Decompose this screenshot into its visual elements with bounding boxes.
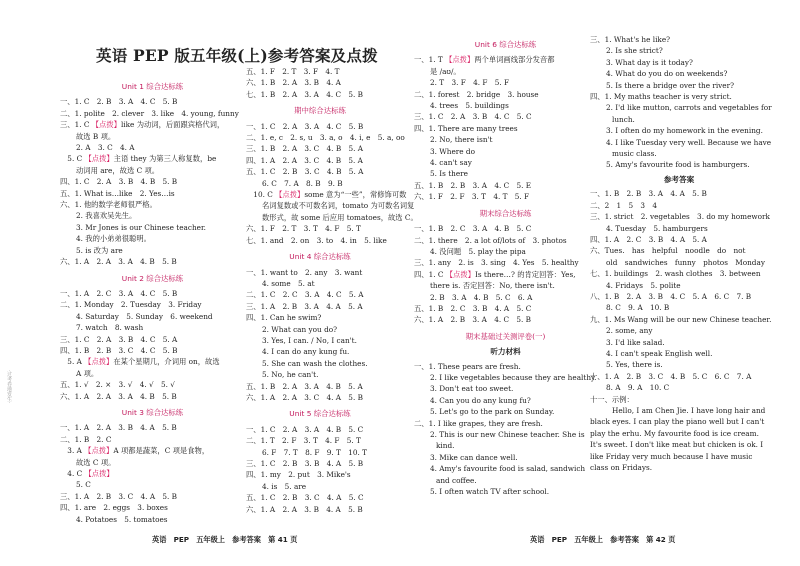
answer-line: 二、1. I like grapes, they are fresh.: [414, 418, 543, 428]
tip-text: 主语 they 为第三人称复数，be: [113, 154, 217, 164]
answer-line: 四、1. A 2. C 3. B 4. A 5. A: [590, 234, 707, 244]
answer-line: 2. What can you do?: [262, 324, 338, 334]
answer-line: 2. I'd like mutton, carrots and vegetables for: [606, 103, 772, 113]
answer-line: 5. Amy's favourite food is hamburgers.: [606, 160, 750, 170]
answer-line: 十一、示例：: [590, 394, 634, 404]
answer-line: 六、Tues. has helpful noodle do not: [590, 246, 746, 256]
answer-line: 五、1. C 2. B 3. C 4. B 5. A: [246, 167, 364, 177]
answer-line: 3. Yes, I can. / No, I can't.: [262, 335, 357, 345]
answer-line: 数形式，故 some 后应用 tomatoes，故选 C。: [262, 212, 418, 222]
tip-text: like 为动词，后面跟宾格代词，: [120, 120, 225, 130]
answer-line: 4. is 5. are: [262, 481, 307, 491]
section-heading: 参考答案: [663, 174, 695, 184]
answer-line: 五、1. B 2. C 3. B 4. A 5. C: [414, 303, 532, 313]
answer-prefix: 一、1. T: [414, 55, 446, 65]
answer-line: 4. I like Tuesday very well. Because we have: [606, 137, 772, 147]
answer-line: 六、1. B 2. A 3. B 4. A: [246, 78, 341, 88]
answer-line: 8. A 9. A 10. C: [606, 383, 670, 393]
answer-line: 六、1. A 2. A 3. A 4. B 5. B: [60, 391, 177, 401]
answer-line: 十、1. A 2. B 3. C 4. B 5. C 6. C 7. A: [590, 371, 752, 381]
section-heading: 期末基础过关测评卷(一): [465, 331, 546, 341]
answer-line: 5. Let's go to the park on Sunday.: [430, 407, 555, 417]
answer-line: 四、1. There are many trees: [414, 123, 518, 133]
answer-line: 5. Is there: [430, 169, 468, 179]
tip-label: 【点拨】: [445, 55, 475, 65]
sample-essay: Hello, I am Chen Jie. I have long hair and black eyes. I can play the piano well but I can't play the erhu. My favourite food is ice cream. It's sweet. I don't like meat but chicken is ok. I like Friday very much because I have music class on Fridays.: [590, 406, 766, 473]
section-heading: Unit 4 综合达标练: [289, 252, 351, 262]
answer-line: 5. Yes, there is.: [606, 360, 663, 370]
answer-line: 4. Can you do any kung fu?: [430, 395, 531, 405]
answer-line: 3. I often do my homework in the evening.: [606, 126, 763, 136]
answer-line: 六、1. F 2. T 3. T 4. F 5. T: [246, 224, 361, 234]
section-heading: Unit 6 综合达标练: [474, 40, 537, 49]
answer-line-with-tip: [60, 468, 245, 479]
answer-line: 三、1. C 2. B 3. B 4. A 5. B: [246, 459, 364, 468]
answer-line: 3. Mike can dance well.: [430, 452, 518, 462]
answer-line: 4. 我的小弟弟很聪明。: [76, 234, 151, 244]
answer-line: and coffee.: [436, 475, 477, 485]
answer-line: there is. 否定回答：No, there isn't.: [430, 281, 555, 291]
answer-line: 6. C 7. A 8. B 9. B: [262, 178, 343, 188]
answer-line: 2. A 3. C 4. A: [76, 143, 135, 153]
answer-column-3: [414, 34, 597, 497]
page-title: 英语 PEP 版五年级(上)参考答案及点拨: [96, 46, 378, 65]
answer-line: 一、1. C 2. A 3. A 4. C 5. B: [246, 121, 364, 131]
answer-line: 二、1. there 2. a lot of/lots of 3. photos: [414, 235, 567, 245]
answer-line: 六、1. A 2. A 3. A 4. B 5. B: [60, 257, 177, 267]
answer-line: 五、1. B 2. B 3. A 4. C 5. E: [414, 180, 532, 190]
section-heading: Unit 1 综合达标练: [121, 82, 184, 91]
answer-line: 2. No, there isn't: [430, 135, 493, 145]
answer-line: 一、1. A 2. C 3. A 4. C 5. B: [60, 288, 178, 298]
answer-line: 六、1. A 2. A 3. B 4. A 5. B: [246, 504, 363, 514]
answer-line: 三、1. B 2. A 3. C 4. B 5. A: [246, 144, 364, 154]
answer-line: 动词用 are，故选 C 项。: [76, 165, 160, 175]
answer-line: 3. Where do: [430, 146, 475, 156]
answer-line-with-tip: [60, 445, 245, 456]
answer-line: 四、1. B 2. B 3. C 4. C 5. B: [60, 345, 178, 355]
answer-line: 4. Fridays 5. polite: [606, 280, 681, 290]
answer-line: 一、1. C 2. A 3. A 4. B 5. C: [246, 424, 364, 434]
answer-line: 3. I'd like salad.: [606, 337, 665, 347]
answer-line: 一、1. These pears are fresh.: [414, 361, 521, 371]
answer-line: 五、1. C 2. B 3. C 4. A 5. C: [246, 493, 364, 503]
answer-line: 三、1. strict 2. vegetables 3. do my homework: [590, 212, 770, 222]
answer-line: 二、1. Monday 2. Tuesday 3. Friday: [60, 300, 202, 310]
tip-text: 两个单词画线部分发音都: [474, 55, 555, 65]
section-heading: Unit 5 综合达标练: [289, 409, 351, 419]
answer-prefix: 4. C: [60, 469, 85, 478]
answer-line: 八、1. B 2. A 3. B 4. C 5. A 6. C 7. B: [590, 291, 752, 301]
answer-line: 六、1. 他的数学老师很严格。: [60, 200, 157, 210]
answer-line: 四、1. A 2. A 3. C 4. B 5. A: [246, 155, 363, 165]
section-heading: 听力材料: [490, 347, 521, 357]
answer-line: 六、1. A 2. A 3. C 4. A 5. B: [246, 392, 363, 402]
answer-line: 三、1. What's he like?: [590, 35, 671, 44]
answer-line: 名词复数或不可数名词，tomato 为可数名词复: [262, 201, 415, 211]
answer-line: 四、1. My maths teacher is very strict.: [590, 92, 732, 102]
answer-line: 5. She can wash the clothes.: [262, 358, 368, 368]
answer-prefix: 三、1. C: [60, 120, 92, 130]
section-heading: Unit 2 综合达标练: [121, 273, 184, 283]
footer-left: 英语 PEP 五年级上 参考答案 第 41 页: [152, 535, 298, 544]
answer-line: 七、1. B 2. A 3. A 4. C 5. B: [246, 89, 364, 99]
answer-line: 4. Tuesday 5. hamburgers: [606, 223, 708, 233]
answer-line: 是 /aʊ/。: [430, 66, 461, 76]
tip-label: 【点拨】: [445, 269, 475, 279]
answer-line: 4. Potatoes 5. tomatoes: [76, 514, 168, 524]
tip-text: Is there…? 的肯定回答：Yes,: [474, 269, 576, 279]
tip-text: 在某个星期几，介词用 on，故选: [113, 357, 220, 367]
tip-label: 【点拨】: [91, 120, 121, 130]
answer-line: 5. No, he can't.: [262, 370, 319, 380]
answer-line: 二、1. C 2. C 3. A 4. C 5. A: [246, 290, 364, 300]
answer-line: 4. some 5. at: [262, 278, 315, 288]
answer-line: 故选 C 项。: [76, 457, 116, 467]
answer-column-2: [246, 66, 418, 515]
answer-line: 二、1. polite 2. clever 3. like 4. young, funny: [60, 108, 239, 118]
answer-line: 2. B 3. A 4. B 5. C 6. A: [430, 292, 533, 302]
answer-line: 3. Mr Jones is our Chinese teacher.: [76, 222, 206, 232]
answer-prefix: 3. A: [60, 446, 85, 456]
answer-prefix: 5. C: [60, 154, 85, 164]
answer-line: 5. Is there a bridge over the river?: [606, 80, 735, 90]
answer-column-1: [60, 76, 245, 525]
answer-line: 四、1. Can he swim?: [246, 313, 322, 323]
answer-line: 2. Is she strict?: [606, 46, 663, 56]
tip-text: A 项都是蔬菜，C 项是食物，: [113, 446, 210, 456]
answer-line: 四、1. my 2. put 3. Mike's: [246, 470, 351, 480]
answer-line: 五、1. B 2. A 3. A 4. B 5. A: [246, 381, 363, 391]
answer-line: 三、1. A 2. B 3. A 4. A 5. A: [246, 301, 363, 311]
answer-prefix: 10. C: [246, 190, 276, 200]
answer-line: 4. I can't speak English well.: [606, 348, 713, 358]
answer-line: 三、1. A 2. B 3. C 4. A 5. B: [60, 491, 178, 501]
answer-line: 一、1. B 2. C 3. A 4. B 5. C: [414, 224, 532, 234]
answer-line: 3. What day is it today?: [606, 57, 693, 67]
answer-line: 3. Don't eat too sweet.: [430, 384, 514, 394]
answer-line: 4. Saturday 5. Sunday 6. weekend: [76, 311, 213, 321]
answer-line: music class.: [612, 149, 657, 159]
tip-label: 【点拨】: [84, 446, 114, 456]
answer-line: 三、1. any 2. is 3. sing 4. Yes 5. healthy: [414, 258, 579, 268]
answer-line: 七、1. buildings 2. wash clothes 3. between: [590, 269, 761, 279]
footer-right: 英语 PEP 五年级上 参考答案 第 42 页: [530, 535, 676, 544]
answer-line: old sandwiches funny photos Monday: [606, 257, 765, 267]
answer-line: 二、1. T 2. F 3. T 4. F 5. T: [246, 436, 361, 446]
answer-line-with-tip: [246, 189, 407, 200]
tip-label: 【点拨】: [84, 357, 114, 367]
answer-line: 2. T 3. F 4. F 5. F: [430, 78, 510, 88]
answer-prefix: 四、1. C: [414, 269, 446, 279]
answer-line: 4. I can do any kung fu.: [262, 347, 350, 357]
section-heading: 期末综合达标练: [479, 208, 532, 218]
answer-line-with-tip: [60, 119, 245, 130]
tip-label: 【点拨】: [84, 154, 114, 164]
answer-line: 2. I like vegetables because they are healthy.: [430, 372, 597, 382]
answer-line: 6. F 7. T 8. F 9. T 10. T: [262, 447, 367, 457]
answer-line: 一、1. want to 2. any 3. want: [246, 267, 363, 277]
answer-line: lunch.: [612, 114, 635, 124]
answer-line: 五、1. What is…like 2. Yes…is: [60, 188, 175, 198]
answer-line: 8. C 9. A 10. B: [606, 303, 670, 313]
tip-text: some 意为“一些”，常修饰可数: [304, 190, 407, 200]
answer-line: 5. I often watch TV after school.: [430, 487, 550, 497]
answer-line-with-tip: [60, 153, 245, 164]
answer-line: 二、1. B 2. C: [60, 434, 112, 444]
answer-line: 故选 B 项。: [76, 131, 116, 141]
answer-line: 2. 我喜欢吴先生。: [76, 211, 137, 221]
answer-line: 一、1. A 2. A 3. B 4. A 5. B: [60, 423, 177, 433]
answer-line-with-tip: [414, 54, 597, 65]
answer-line: 九、1. Ms Wang will be our new Chinese teacher.: [590, 314, 772, 324]
answer-line: 4. 没问题 5. play the pipa: [430, 246, 526, 256]
answer-line: 二、1. forest 2. bridge 3. house: [414, 89, 539, 99]
answer-column-4: [590, 34, 772, 473]
answer-line: 六、1. A 2. B 3. A 4. C 5. B: [414, 315, 532, 325]
answer-line-with-tip: [414, 269, 597, 280]
answer-line: 五、1. F 2. T 3. F 4. T: [246, 67, 340, 76]
tip-label: 【点拨】: [275, 190, 305, 200]
answer-line: 7. watch 8. wash: [76, 323, 144, 333]
answer-line: 六、1. F 2. F 3. T 4. T 5. F: [414, 192, 530, 202]
answer-line: 一、1. B 2. B 3. A 4. A 5. B: [590, 189, 707, 199]
answer-line: 2. some, any: [606, 326, 653, 336]
answer-line-with-tip: [60, 356, 245, 367]
answer-line: 四、1. C 2. A 3. B 4. B 5. B: [60, 177, 178, 187]
answer-line: 2. This is our new Chinese teacher. She is: [430, 430, 585, 439]
answer-line: 4. can't say: [430, 158, 472, 168]
answer-line: 4. What do you do on weekends?: [606, 69, 728, 79]
answer-line: 二、2 1 5 3 4: [590, 200, 657, 210]
answer-line: 五、1. √ 2. × 3. √ 4. √ 5. √: [60, 380, 175, 390]
answer-line: 三、1. C 2. A 3. B 4. C 5. C: [414, 112, 532, 122]
answer-line: 二、1. e, c 2. s, u 3. a, o 4. i, e 5. a, oo: [246, 133, 405, 143]
answer-line: 4. trees 5. buildings: [430, 101, 509, 111]
answer-line: 七、1. and 2. on 3. to 4. in 5. like: [246, 235, 387, 245]
margin-note: ·过考卷地发生·: [6, 370, 12, 404]
tip-label: 【点拨】: [84, 469, 114, 478]
answer-prefix: 5. A: [60, 357, 85, 367]
answer-line: 5. is 改为 are: [76, 245, 123, 255]
section-heading: Unit 3 综合达标练: [121, 407, 184, 417]
answer-line: 5. C: [76, 480, 91, 490]
section-heading: 期中综合达标练: [294, 106, 346, 116]
answer-line: A 项。: [76, 368, 99, 378]
answer-line: 一、1. C 2. B 3. A 4. C 5. B: [60, 97, 178, 107]
answer-line: kind.: [436, 441, 455, 451]
answer-line: 4. Amy's favourite food is salad, sandwich: [430, 464, 586, 474]
answer-line: 三、1. C 2. A 3. B 4. C 5. A: [60, 334, 178, 344]
answer-line: 四、1. are 2. eggs 3. boxes: [60, 503, 168, 513]
